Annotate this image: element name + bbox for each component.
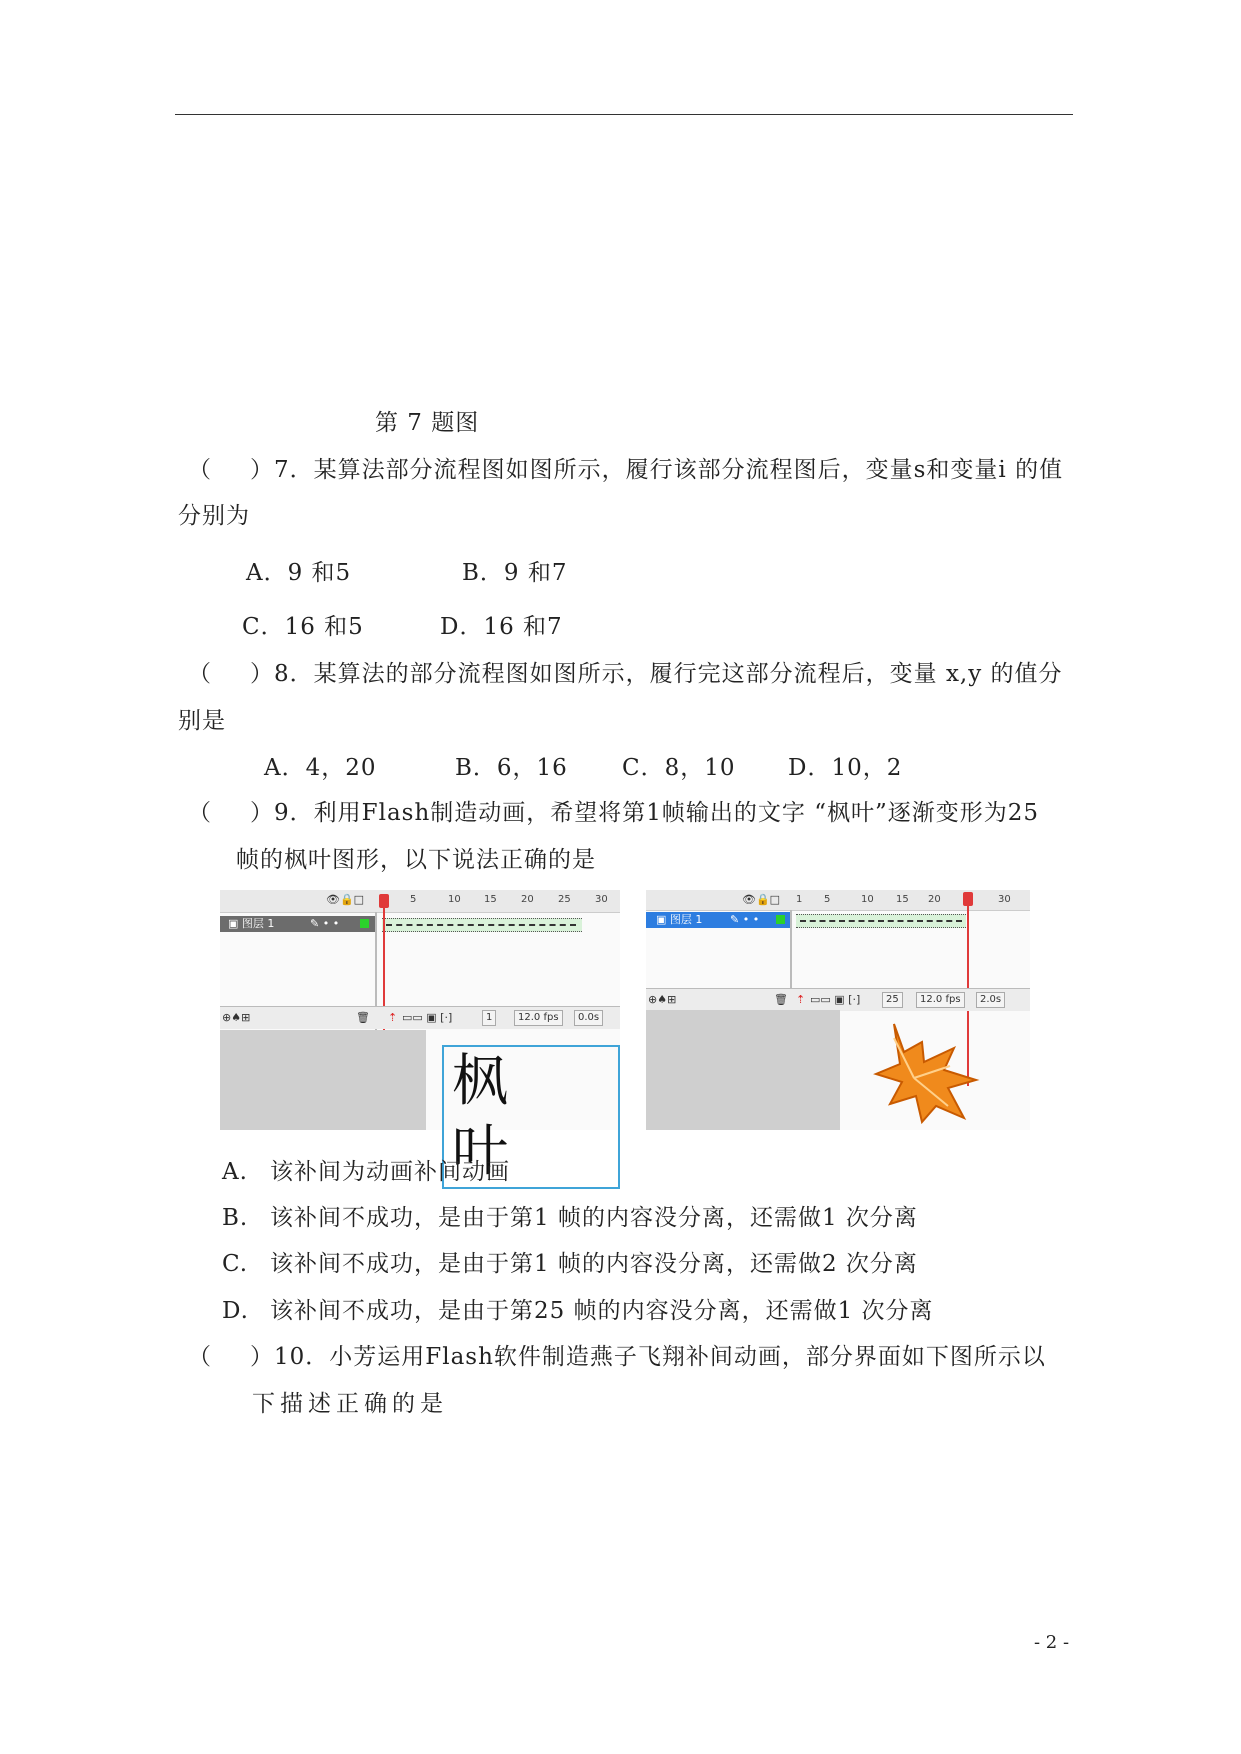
page-number: - 2 - (1034, 1632, 1070, 1653)
current-frame: 25 (882, 992, 903, 1008)
elapsed-time: 2.0s (976, 992, 1005, 1008)
add-layer-icon[interactable]: ⊕♠⊞ (648, 993, 677, 1006)
q8-option-d: D．10，2 (788, 755, 903, 781)
work-area (646, 1010, 840, 1130)
q8-stem-line1: ）8．某算法的部分流程图如图所示，履行完这部分流程后，变量 x,y 的值分 (250, 661, 1063, 687)
outline-color-icon (776, 915, 785, 924)
layer-name: 图层 1 (241, 917, 275, 930)
q9-option-b-letter: B. (222, 1205, 249, 1231)
pencil-icon: ✎ • • (730, 913, 760, 926)
onion-skin-icons[interactable]: ▭▭ ▣ [·] (810, 993, 861, 1006)
ruler-label: 20 (521, 894, 534, 905)
q8-option-b: B．6，16 (455, 755, 568, 781)
add-layer-icon[interactable]: ⊕♠⊞ (222, 1011, 251, 1024)
ruler-label: 10 (861, 894, 874, 905)
q9-option-a: 该补间为动画补间动画 (270, 1159, 510, 1185)
header-rule (175, 114, 1073, 115)
ruler-label: 1 (796, 894, 803, 905)
outline-color-icon (360, 919, 369, 928)
q8-option-a: A．4，20 (264, 755, 377, 781)
layer-row[interactable] (646, 912, 790, 928)
work-area (220, 1030, 426, 1130)
q10-stem-line2: 下描述正确的是 (252, 1391, 448, 1417)
layer-row[interactable] (220, 916, 375, 932)
ruler-label: 15 (484, 894, 497, 905)
layer-icon: ▣ (228, 917, 242, 930)
trash-icon[interactable]: 🗑 (356, 1011, 370, 1024)
trash-icon[interactable]: 🗑 (774, 993, 788, 1006)
q10-stem-line1: ）10．小芳运用Flash软件制造燕子飞翔补间动画，部分界面如下图所示以 (250, 1344, 1046, 1370)
frame-rate: 12.0 fps (916, 992, 965, 1008)
q9-bracket: （ (188, 800, 212, 826)
maple-leaf-icon[interactable] (864, 1018, 984, 1128)
ruler-label: 30 (998, 894, 1011, 905)
current-frame: 1 (482, 1010, 496, 1026)
playhead-handle[interactable] (379, 894, 389, 908)
ruler-label: 30 (595, 894, 608, 905)
broken-tween-line (386, 924, 576, 926)
ruler-label: 15 (896, 894, 909, 905)
center-frame-icon[interactable]: ⇡ (388, 1011, 398, 1024)
q7-bracket: （ (188, 457, 212, 483)
q8-bracket: （ (188, 661, 212, 687)
q9-option-d: 该补间不成功，是由于第25 帧的内容没分离，还需做1 次分离 (270, 1298, 934, 1324)
broken-tween-line (800, 920, 962, 922)
frame-rate: 12.0 fps (514, 1010, 563, 1026)
ruler-label: 20 (928, 894, 941, 905)
layer-icon: ▣ (656, 913, 670, 926)
stage-text-maple-leaf[interactable]: 枫 叶 (442, 1045, 620, 1189)
q9-option-b: 该补间不成功，是由于第1 帧的内容没分离，还需做1 次分离 (270, 1205, 918, 1231)
elapsed-time: 0.0s (574, 1010, 603, 1026)
ruler-label: 5 (824, 894, 831, 905)
ruler-label: 25 (558, 894, 571, 905)
eye-lock-outline-icons: 👁🔒□ (326, 893, 365, 906)
eye-lock-outline-icons: 👁🔒□ (742, 893, 781, 906)
q9-option-c: 该补间不成功，是由于第1 帧的内容没分离，还需做2 次分离 (270, 1251, 918, 1277)
q7-option-c: C．16 和5 (242, 614, 364, 640)
ruler-label: 5 (410, 894, 417, 905)
q7-stem-line2: 分别为 (178, 503, 250, 529)
q7-option-a: A．9 和5 (246, 560, 352, 586)
center-frame-icon[interactable]: ⇡ (796, 993, 806, 1006)
ruler-label: 10 (448, 894, 461, 905)
timeline-header (220, 890, 620, 913)
timeline-status-bar (220, 1006, 620, 1029)
figure-caption: 第 7 题图 (375, 410, 480, 436)
q9-option-d-letter: D. (222, 1298, 249, 1324)
pencil-icon: ✎ • • (310, 917, 340, 930)
q7-stem-line1: ）7．某算法部分流程图如图所示，履行该部分流程图后，变量s和变量i 的值 (250, 457, 1064, 483)
q10-bracket: （ (188, 1344, 212, 1370)
layer-name: 图层 1 (669, 913, 703, 926)
timeline-status-bar (646, 988, 1030, 1011)
onion-skin-icons[interactable]: ▭▭ ▣ [·] (402, 1011, 453, 1024)
playhead-handle[interactable] (963, 892, 973, 906)
q9-option-c-letter: C. (222, 1251, 249, 1277)
q7-option-b: B．9 和7 (462, 560, 568, 586)
q8-stem-line2: 别是 (178, 708, 226, 734)
q9-option-a-letter: A. (222, 1159, 248, 1185)
q9-stem-line2: 帧的枫叶图形，以下说法正确的是 (236, 847, 596, 873)
q8-option-c: C．8，10 (622, 755, 736, 781)
flash-panel-right (646, 890, 1030, 1130)
q9-stem-line1: ）9．利用Flash制造动画，希望将第1帧输出的文字 “枫叶”逐渐变形为25 (250, 800, 1040, 826)
q7-option-d: D．16 和7 (440, 614, 563, 640)
